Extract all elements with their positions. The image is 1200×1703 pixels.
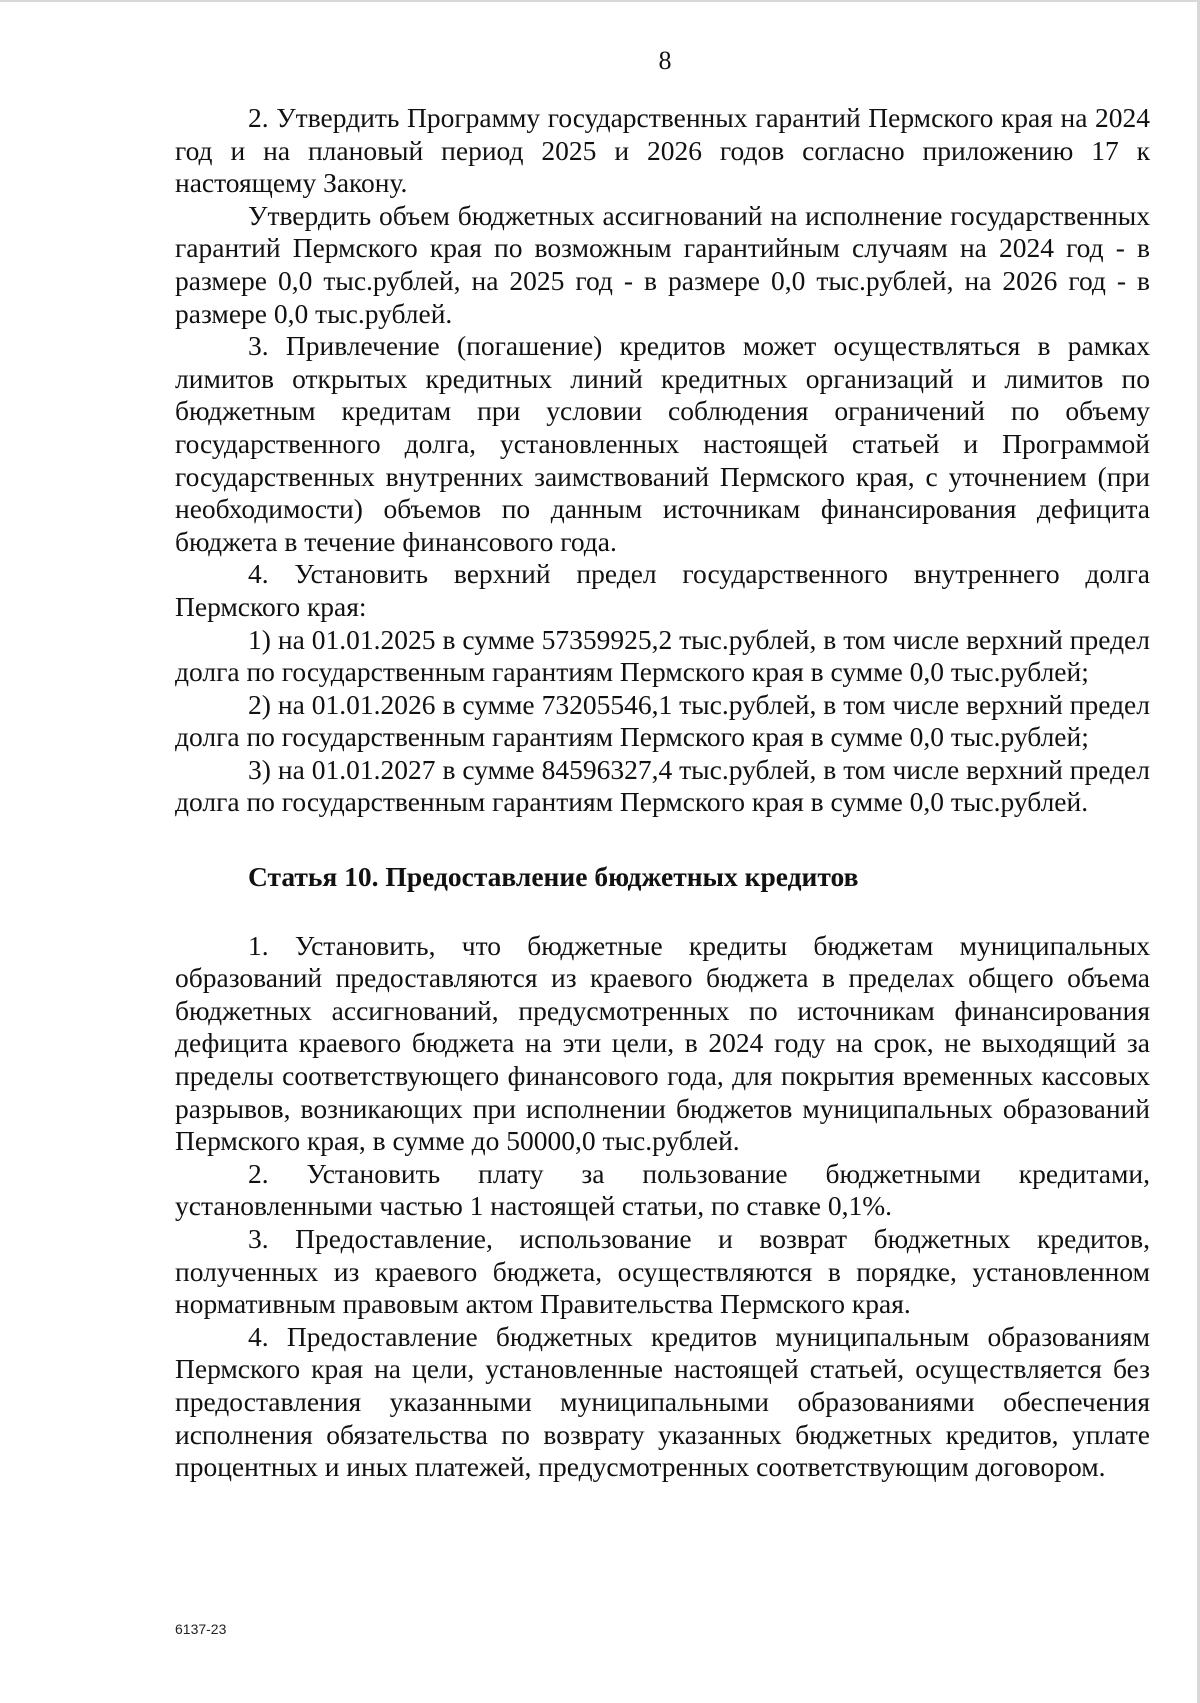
paragraph: 2. Утвердить Программу государственных гарантий Пермского края на 2024 год и на плановый период 2025 и 2026 годов согласно приложению 17 к настоящему Закону.	[175, 102, 1150, 199]
paragraph: 3. Привлечение (погашение) кредитов может осуществляться в рамках лимитов открытых кредитных линий кредитных организаций и лимитов по бюджетным кредитам при условии соблюдения ограничений по объему государственного долга, установленных настоящей статьей и Программой государственных внутренних заимствований Пермского края, с уточнением (при необходимости) объемов по данным источникам финансирования дефицита бюджета в течение финансового года.	[175, 330, 1150, 557]
list-item: 3) на 01.01.2027 в сумме 84596327,4 тыс.рублей, в том числе верхний предел долга по государственным гарантиям Пермского края в сумме 0,0 тыс.рублей.	[175, 753, 1150, 818]
document-body	[175, 102, 1150, 1484]
spacer	[175, 819, 1150, 861]
paragraph: 4. Установить верхний предел государственного внутреннего долга Пермского края:	[175, 558, 1150, 622]
paragraph: 3. Предоставление, использование и возврат бюджетных кредитов, полученных из краевого бюджета, осуществляются в порядке, установленном нормативным правовым актом Правительства Пермского края.	[175, 1223, 1150, 1320]
paragraph: 4. Предоставление бюджетных кредитов муниципальным образованиям Пермского края на цели, установленные настоящей статьей, осуществляется без предоставления указанными муниципальными образованиями обеспечения исполнения обязательства по возврату указанных бюджетных кредитов, уплате процентных и иных платежей, предусмотренных соответствующим договором.	[175, 1320, 1150, 1483]
list-item: 2) на 01.01.2026 в сумме 73205546,1 тыс.рублей, в том числе верхний предел долга по государственным гарантиям Пермского края в сумме 0,0 тыс.рублей;	[175, 688, 1150, 753]
scan-top-edge	[0, 0, 1200, 2]
page-number: 8	[658, 46, 672, 75]
document-code: 6137-23	[175, 1621, 227, 1637]
paragraph: 1. Установить, что бюджетные кредиты бюджетам муниципальных образований предоставляются из краевого бюджета в пределах общего объема бюджетных ассигнований, предусмотренных по источникам финансирования дефицита краевого бюджета на эти цели, в 2024 году на срок, не выходящий за пределы соответствующего финансового года, для покрытия временных кассовых разрывов, возникающих при исполнении бюджетов муниципальных образований Пермского края, в сумме до 50000,0 тыс.рублей.	[175, 929, 1150, 1157]
article-heading: Статья 10. Предоставление бюджетных кредитов	[248, 861, 859, 893]
spacer	[175, 894, 1150, 930]
list-item: 1) на 01.01.2025 в сумме 57359925,2 тыс.рублей, в том числе верхний предел долга по государственным гарантиям Пермского края в сумме 0,0 тыс.рублей;	[175, 623, 1150, 688]
paragraph: Утвердить объем бюджетных ассигнований на исполнение государственных гарантий Пермского края по возможным гарантийным случаям на 2024 год - в размере 0,0 тыс.рублей, на 2025 год - в размере 0,0 тыс.рублей, на 2026 год - в размере 0,0 тыс.рублей.	[175, 199, 1150, 329]
paragraph: 2. Установить плату за пользование бюджетными кредитами, установленными частью 1 настоящей статьи, по ставке 0,1%.	[175, 1157, 1150, 1222]
